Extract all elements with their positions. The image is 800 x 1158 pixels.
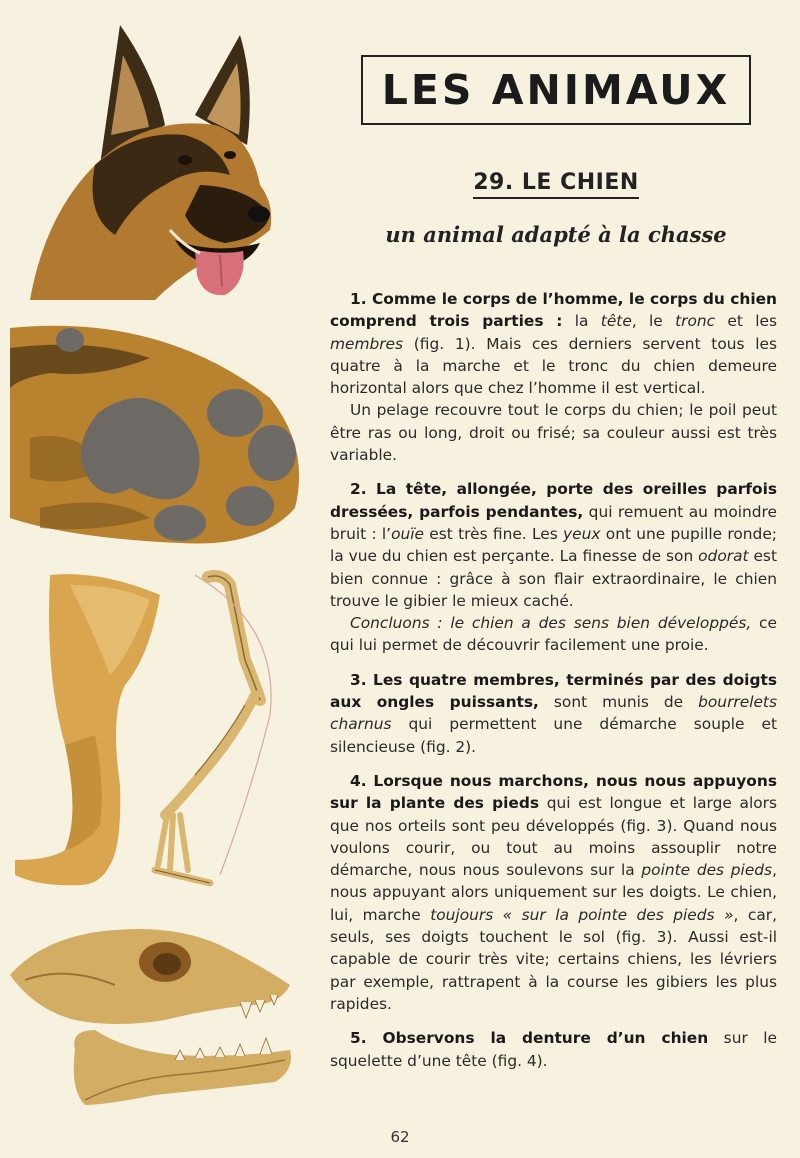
paragraph-1b: Un pelage recouvre tout le corps du chien; le poil peut être ras ou long, droit ou frisé; sa couleur aussi est très variable. bbox=[330, 401, 777, 465]
paragraph-2 bbox=[330, 478, 777, 612]
text-run: et les bbox=[715, 312, 777, 331]
text-run: la bbox=[562, 312, 601, 331]
illustration-column bbox=[0, 0, 330, 1158]
chapter-heading bbox=[361, 170, 751, 199]
term-tete: tête bbox=[600, 312, 632, 331]
paragraph-5 bbox=[330, 1027, 777, 1072]
chapter-subtitle: un animal adapté à la chasse bbox=[385, 222, 727, 247]
text-run: , nous appuyant alors uniquement sur les doigts. Le chien, lui, marche bbox=[330, 861, 777, 924]
text-run: ont une pupille ronde; la vue du chien est perçante. La finesse de son bbox=[330, 524, 777, 566]
text-run: (fig. 1). Mais ces derniers servent tous les quatre à la marche et le tronc du chien demeure horizontal alors que chez l’homme il est vertical. bbox=[330, 334, 777, 398]
term-pointe-des-pieds: pointe des pieds bbox=[641, 861, 773, 880]
paragraph-3 bbox=[330, 669, 777, 758]
text-run: , le bbox=[631, 312, 676, 331]
text-run: qui permettent une démarche souple et silencieuse (fig. 2). bbox=[330, 715, 777, 756]
text-run: qui remuent au moindre bruit : l’ bbox=[330, 502, 777, 543]
term-odorat: odorat bbox=[698, 547, 749, 566]
paragraph-4 bbox=[330, 770, 777, 1015]
section-title: LES ANIMAUX bbox=[381, 66, 731, 114]
text-run: est très fine. Les bbox=[424, 524, 564, 543]
paragraph-2b bbox=[330, 612, 777, 657]
paragraph-1-lead: 1. Comme le corps de l’homme, le corps du chien comprend trois parties : bbox=[330, 290, 777, 331]
text-run: est bien connue : grâce à son flair extraordinaire, le chien trouve le gibier le mieux caché. bbox=[330, 547, 777, 610]
term-tronc: tronc bbox=[675, 312, 716, 331]
term-bourrelets: bourrelets charnus bbox=[330, 693, 777, 734]
text-run: sont munis de bbox=[538, 693, 699, 712]
term-yeux: yeux bbox=[563, 524, 601, 543]
term-ouie: ouïe bbox=[391, 524, 424, 543]
paragraph-4-lead: 4. Lorsque nous marchons, nous nous appuyons sur la plante des pieds bbox=[330, 771, 777, 813]
text-run: qui est longue et large alors que nos orteils sont peu développés (fig. 3). Quand nous voulons courir, ou tout au moins assouplir notre démarche, nous nous soulevons sur la bbox=[330, 794, 777, 880]
paragraph-3-lead: 3. Les quatre membres, terminés par des doigts aux ongles puissants, bbox=[330, 670, 777, 712]
conclusion-italic: Concluons : le chien a des sens bien développés, bbox=[350, 614, 752, 633]
text-run: sur le squelette d’une tête (fig. 4). bbox=[330, 1029, 777, 1070]
chapter-title: 29. LE CHIEN bbox=[473, 170, 639, 199]
page-number: 62 bbox=[390, 1128, 410, 1146]
dog-paw-illustration bbox=[10, 318, 310, 548]
text-run: , car, seuls, ses doigts touchent le sol (fig. 3). Aussi est-il capable de courir très vite; certains chiens, les lévriers par exemple, rattrapent à la course les gibiers les plus rapides. bbox=[330, 905, 777, 1013]
paragraph-2-lead: 2. La tête, allongée, porte des oreilles parfois dressées, parfois pendantes, bbox=[330, 480, 777, 521]
section-title-box bbox=[361, 55, 751, 125]
text-run: ce qui lui permet de découvrir facilement une proie. bbox=[330, 614, 777, 655]
dog-skull-illustration bbox=[5, 910, 305, 1115]
dog-leg-and-skeleton-illustration bbox=[10, 565, 300, 895]
paragraph-1 bbox=[330, 288, 777, 399]
body-text bbox=[330, 288, 777, 1084]
paragraph-5-lead: 5. Observons la denture d’un chien bbox=[350, 1029, 709, 1048]
dog-head-illustration bbox=[25, 15, 315, 305]
term-toujours: toujours « sur la pointe des pieds » bbox=[430, 905, 734, 924]
term-membres: membres bbox=[330, 334, 404, 353]
